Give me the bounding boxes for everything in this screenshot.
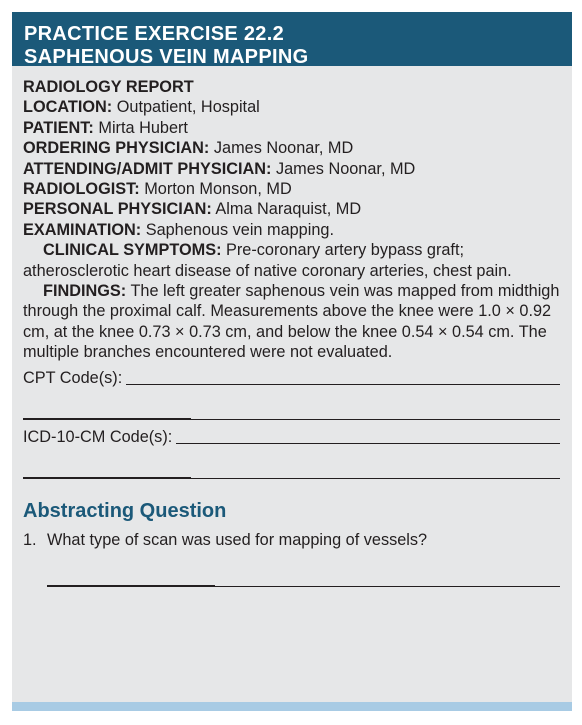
cpt-code-answer-line-2[interactable] — [23, 389, 560, 420]
exercise-header — [12, 12, 572, 66]
cpt-code-row — [23, 367, 560, 389]
field-attending-physician — [23, 159, 560, 179]
field-value: Mirta Hubert — [93, 118, 188, 137]
field-value: Outpatient, Hospital — [112, 98, 260, 117]
field-label: PATIENT: — [23, 118, 94, 137]
field-personal-physician — [23, 199, 560, 219]
clinical-symptoms-label: CLINICAL SYMPTOMS: — [43, 241, 222, 260]
field-value: Saphenous vein mapping. — [141, 220, 334, 239]
field-label: RADIOLOGIST: — [23, 180, 140, 199]
clinical-symptoms-text: Pre-coronary artery bypass graft; atherosclerotic heart disease of native coronary arteries, chest pain. — [23, 241, 512, 280]
field-value: James Noonar, MD — [209, 139, 354, 158]
clinical-symptoms — [23, 240, 560, 281]
field-label: LOCATION: — [23, 98, 113, 117]
question-text: What type of scan was used for mapping of vessels? — [47, 530, 428, 549]
question-number: 1. — [23, 530, 37, 549]
cpt-code-label: CPT Code(s): — [23, 369, 123, 388]
question-1-answer-line[interactable] — [47, 550, 560, 587]
findings — [23, 281, 560, 363]
field-label: ATTENDING/ADMIT PHYSICIAN: — [23, 159, 272, 178]
field-value: Morton Monson, MD — [139, 180, 292, 199]
icd-code-answer-line-2[interactable] — [23, 448, 560, 479]
field-location — [23, 97, 560, 117]
field-label: EXAMINATION: — [23, 220, 142, 239]
icd-code-row — [23, 426, 560, 448]
short-rule — [23, 418, 191, 419]
icd-code-answer-line[interactable] — [176, 443, 560, 444]
field-examination — [23, 220, 560, 240]
exercise-title: SAPHENOUS VEIN MAPPING — [24, 46, 309, 68]
field-value: James Noonar, MD — [271, 159, 416, 178]
field-radiologist — [23, 179, 560, 199]
field-ordering-physician — [23, 138, 560, 158]
field-patient — [23, 118, 560, 138]
report-content — [12, 66, 572, 587]
cpt-code-answer-line[interactable] — [126, 384, 560, 385]
abstracting-question-title: Abstracting Question — [23, 499, 227, 522]
exercise-number: PRACTICE EXERCISE 22.2 — [24, 23, 285, 45]
report-title: RADIOLOGY REPORT — [23, 78, 194, 96]
short-rule — [23, 477, 191, 478]
field-label: ORDERING PHYSICIAN: — [23, 139, 210, 158]
findings-label: FINDINGS: — [43, 282, 127, 301]
field-value: Alma Naraquist, MD — [211, 200, 362, 219]
icd-code-label: ICD-10-CM Code(s): — [23, 428, 173, 447]
field-label: PERSONAL PHYSICIAN: — [23, 200, 212, 219]
practice-exercise-box — [12, 12, 572, 711]
question-1 — [23, 530, 560, 550]
short-rule — [47, 585, 215, 586]
findings-text: The left greater saphenous vein was mapped from midthigh through the proximal calf. Measurements above the knee were 1.0 × 0.92 cm, at the knee 0.73 × 0.73 cm, and below the knee 0.54 × 0.54 cm. The multiple branches encountered were not evaluated. — [23, 282, 560, 362]
